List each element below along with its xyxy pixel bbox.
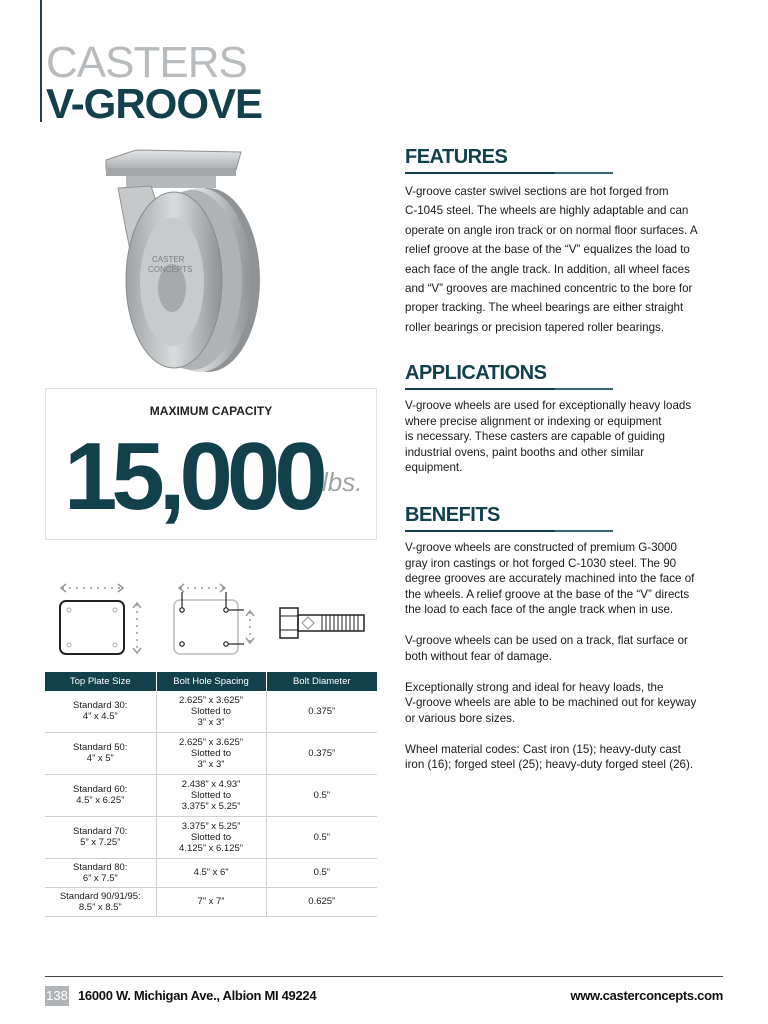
table-header: Bolt Diameter <box>266 672 377 691</box>
text-line: the wheels. A relief groove at the base of the “V” directs <box>405 587 690 601</box>
text-line: V-groove wheels are able to be machined out for keyway <box>405 696 697 709</box>
title-product: V-GROOVE <box>46 80 263 127</box>
table-row <box>45 887 377 916</box>
top-plate-diagram <box>54 582 146 660</box>
plate-size: 6” x 7.5” <box>82 872 118 884</box>
page-number: 138 <box>45 986 69 1006</box>
text-line: where precise alignment or indexing or equipment <box>405 414 662 428</box>
table-row <box>45 691 377 732</box>
text-line: and “V” grooves are machined concentric to the bore for <box>405 282 693 296</box>
plate-size: 4.5” x 6.25” <box>76 795 125 806</box>
text-line: V-groove wheels are constructed of premium G-3000 <box>405 541 677 554</box>
bolt-spacing: 4.125” x 6.125” <box>179 842 243 854</box>
plate-size: Standard 50: <box>73 742 128 753</box>
bolt-spacing: 2.625” x 3.625” <box>179 694 243 706</box>
text-line: the load to each face of the angle track when in use. <box>405 603 674 616</box>
text-line: proper tracking. The wheel bearings are either straight <box>405 301 684 315</box>
benefits-rule-accent <box>555 530 613 532</box>
bolt-spacing: Slotted to <box>190 747 232 759</box>
bolt-spacing: 4.5” x 6” <box>156 858 266 887</box>
capacity-unit: lbs. <box>322 467 363 497</box>
text-line: Exceptionally strong and ideal for heavy loads, the <box>405 680 664 694</box>
bolt-diagram <box>278 604 370 644</box>
plate-size: Standard 60: <box>73 784 128 795</box>
capacity-box <box>45 388 377 540</box>
features-heading: FEATURES <box>405 146 508 168</box>
text-line: roller bearings or precision tapered roller bearings. <box>405 320 665 334</box>
bolt-diameter: 0.5” <box>266 816 377 858</box>
bolt-diameter: 0.5” <box>266 858 377 887</box>
footer-address: 16000 W. Michigan Ave., Albion MI 49224 <box>78 988 317 1003</box>
plate-size: Standard 90/91/95: <box>59 890 141 902</box>
text-line: V-groove wheels are used for exceptionally heavy loads <box>405 399 692 412</box>
bolt-spacing: 2.625” x 3.625” <box>179 736 243 748</box>
benefits-text <box>405 540 725 773</box>
title-category: CASTERS <box>46 38 247 87</box>
text-line: Wheel material codes: Cast iron (15); heavy-duty cast <box>405 742 681 756</box>
caster-product-image <box>96 140 286 380</box>
text-line: or various bore sizes. <box>405 711 516 725</box>
benefits-heading: BENEFITS <box>405 504 500 526</box>
text-line: both without fear of damage. <box>405 649 552 663</box>
plate-size: Standard 80: <box>73 861 128 873</box>
bolt-hole-diagram <box>170 582 260 660</box>
bolt-diameter: 0.375” <box>266 691 377 732</box>
text-line: industrial ovens, paint booths and other similar <box>405 445 645 459</box>
bolt-spacing: Slotted to <box>190 789 232 801</box>
plate-size: Standard 30: <box>73 700 128 712</box>
bolt-spacing: 3.375” x 5.25” <box>181 820 241 832</box>
footer-website: www.casterconcepts.com <box>570 988 723 1003</box>
features-rule-accent <box>555 172 613 174</box>
features-text <box>405 182 725 337</box>
text-line: V-groove wheels can be used on a track, flat surface or <box>405 634 688 647</box>
footer-rule <box>45 976 723 977</box>
table-row <box>45 732 377 774</box>
bolt-diameter: 0.375” <box>266 732 377 774</box>
text-line: each face of the angle track. In addition, all wheel faces <box>405 262 690 276</box>
plate-size: 8.5” x 8.5” <box>78 901 122 913</box>
bolt-spacing: 7” x 7” <box>156 887 266 916</box>
engraving-text: CONCEPTS <box>148 265 193 274</box>
text-line: equipment. <box>405 461 463 474</box>
applications-text <box>405 398 725 476</box>
table-header: Top Plate Size <box>45 672 156 691</box>
text-line: is necessary. These casters are capable of guiding <box>405 430 665 443</box>
applications-heading: APPLICATIONS <box>405 362 547 384</box>
applications-rule-accent <box>555 388 613 390</box>
plate-size: 4” x 5” <box>86 753 114 764</box>
bolt-spacing: Slotted to <box>190 705 232 717</box>
plate-size: 4” x 4.5” <box>82 711 118 723</box>
bolt-spacing: 3” x 3” <box>197 716 225 728</box>
capacity-value: 15,000 <box>64 423 322 530</box>
bolt-spacing: Slotted to <box>190 831 232 843</box>
text-line: iron (16); forged steel (25); heavy-duty forged steel (26). <box>405 758 694 771</box>
text-line: degree grooves are accurately machined into the face of <box>405 572 695 585</box>
capacity-label: MAXIMUM CAPACITY <box>149 404 273 418</box>
text-line: C-1045 steel. The wheels are highly adaptable and can <box>405 204 689 218</box>
text-line: gray iron castings or hot forged C-1030 steel. The 90 <box>405 556 677 570</box>
title-accent-line <box>40 0 42 122</box>
specifications-table <box>45 672 377 917</box>
table-row <box>45 816 377 858</box>
bolt-spacing: 3” x 3” <box>197 758 225 770</box>
text-line: V-groove caster swivel sections are hot forged from <box>405 185 669 198</box>
bolt-diameter: 0.625” <box>266 887 377 916</box>
table-row <box>45 774 377 816</box>
plate-size: 5” x 7.25” <box>80 837 121 848</box>
bolt-spacing: 2.438” x 4.93” <box>181 778 241 790</box>
bolt-spacing: 3.375” x 5.25” <box>181 800 241 812</box>
bolt-diameter: 0.5” <box>266 774 377 816</box>
table-row <box>45 858 377 887</box>
features-rule <box>405 172 555 174</box>
engraving-text: CASTER <box>152 255 185 264</box>
text-line: operate on angle iron track or on normal floor surfaces. A <box>405 223 698 237</box>
table-header: Bolt Hole Spacing <box>156 672 266 691</box>
applications-rule <box>405 388 555 390</box>
text-line: relief groove at the base of the “V” equalizes the load to <box>405 243 690 257</box>
benefits-rule <box>405 530 555 532</box>
plate-size: Standard 70: <box>73 826 128 837</box>
